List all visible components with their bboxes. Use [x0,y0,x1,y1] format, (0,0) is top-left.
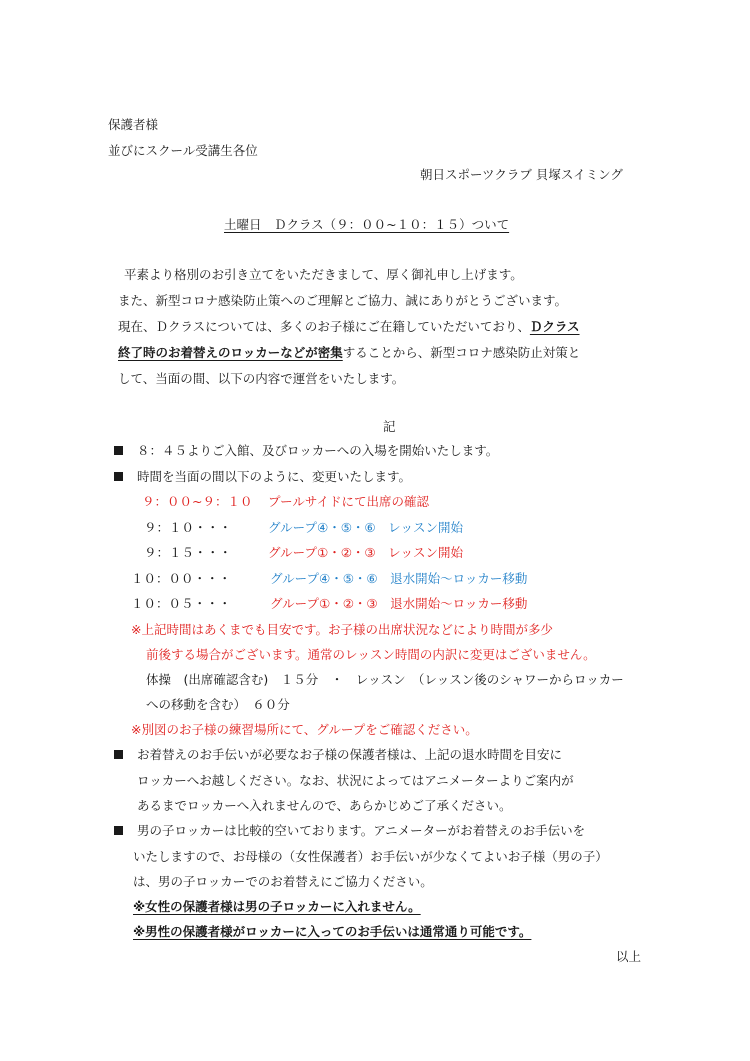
intro-paragraph-4 [118,344,580,362]
addressee-line-2: 並びにスクール受講生各位 [108,143,258,158]
note-2-line-2: への移動を含む） ６０分 [146,697,290,712]
intro-paragraph-2: また、新型コロナ感染防止策へのご理解とご協力、誠にありがとうございます。 [118,293,568,308]
item-4-line-3: は、男の子ロッカーでのお着替えにご協力ください。 [133,874,433,889]
schedule-time: １０：０５・・・ [131,596,232,611]
item-text: お着替えのお手伝いが必要なお子様の保護者様は、上記の退水時間を目安に [137,747,563,762]
item-text: 時間を当面の間以下のように、変更いたします。 [137,469,412,484]
note-1-line-2: 前後する場合がございます。通常のレッスン時間の内訳に変更はございません。 [146,647,596,662]
schedule-desc: グループ④・⑤・⑥ 退水開始～ロッカー移動 [270,571,528,586]
note-1-line-1: ※上記時間はあくまでも目安です。お子様の出席状況などにより時間が多少 [131,622,553,637]
note-3: ※別図のお子様の練習場所にて、グループをご確認ください。 [131,722,478,737]
schedule-time: ９：１０・・・ [144,520,232,535]
item-3-line-3: あるまでロッカーへ入れませんので、あらかじめご了承ください。 [137,798,512,813]
intro-paragraph-1: 平素より格別のお引き立てをいただきまして、厚く御礼申し上げます。 [124,267,523,282]
schedule-desc: プールサイドにて出席の確認 [268,494,430,509]
item-1 [114,442,498,460]
intro-paragraph-3 [118,318,580,336]
item-2 [114,468,411,486]
bullet-square-icon [114,472,123,481]
addressee-line-1: 保護者様 [108,117,159,132]
schedule-time: ９：１５・・・ [144,545,232,560]
schedule-desc: グループ④・⑤・⑥ レッスン開始 [268,520,463,535]
intro-emphasis: Ｄクラス [529,319,580,334]
intro-emphasis: 終了時のお着替えのロッカーなどが密集 [118,345,343,360]
bullet-square-icon [114,826,123,835]
item-text: 男の子ロッカーは比較的空いております。アニメーターがお着替えのお手伝いを [137,823,586,838]
item-4-line-2: いたしますので、お母様の（女性保護者）お手伝いが少なくてよいお子様（男の子） [133,849,608,864]
schedule-desc: グループ①・②・③ レッスン開始 [268,545,463,560]
item-4-line-1 [114,822,585,840]
item-4-note-1: ※女性の保護者様は男の子ロッカーに入れません。 [133,899,421,914]
sender: 朝日スポーツクラブ 貝塚スイミング [420,167,623,182]
note-2-line-1: 体操 (出席確認含む) １５分 ・ レッスン （レッスン後のシャワーからロッカー [146,672,624,687]
intro-paragraph-5: して、当面の間、以下の内容で運営をいたします。 [118,371,405,386]
bullet-square-icon [114,750,123,759]
intro-text: 現在、Ｄクラスについては、多くのお子様にご在籍していただいており、 [118,319,530,334]
item-text: ８：４５よりご入館、及びロッカーへの入場を開始いたします。 [137,443,499,458]
item-3-line-1 [114,746,562,764]
schedule-time: ９：００~９：１０ [142,494,253,509]
schedule-desc: グループ①・②・③ 退水開始～ロッカー移動 [270,596,528,611]
item-3-line-2: ロッカーへお越しください。なお、状況によってはアニメーターよりご案内が [137,773,574,788]
document-title: 土曜日 Ｄクラス（９：００~１０：１５）ついて [224,217,510,232]
item-4-note-2: ※男性の保護者様がロッカーに入ってのお手伝いは通常通り可能です。 [133,924,532,939]
intro-text: することから、新型コロナ感染防止対策と [342,345,581,360]
ki-heading: 記 [383,419,396,434]
schedule-time: １０：００・・・ [131,571,232,586]
closing-ijou: 以上 [616,949,642,964]
bullet-square-icon [114,446,123,455]
